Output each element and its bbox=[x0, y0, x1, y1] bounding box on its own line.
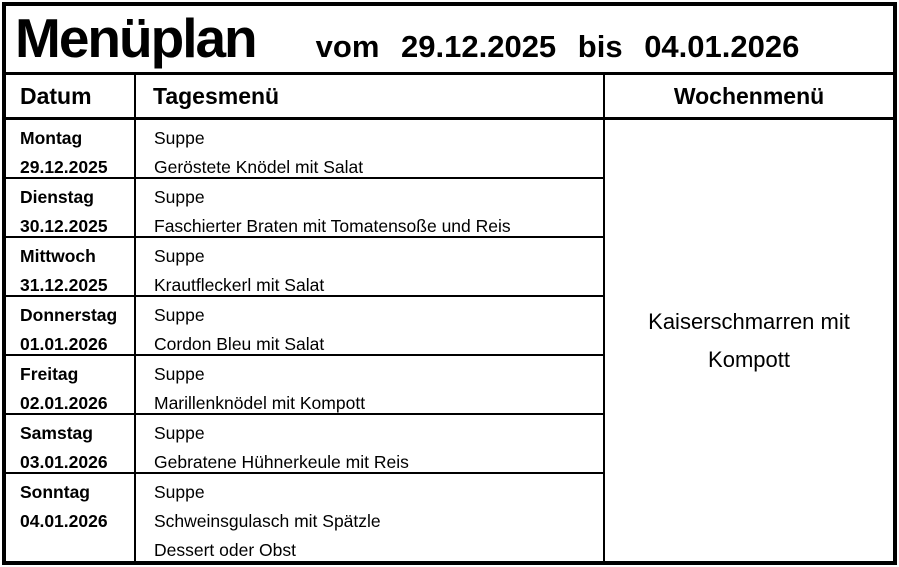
day-date: 02.01.2026 bbox=[20, 393, 108, 413]
menu-line: Schweinsgulasch mit Spätzle bbox=[154, 511, 381, 531]
day-name: Montag bbox=[20, 128, 83, 148]
menu-line: Cordon Bleu mit Salat bbox=[154, 334, 325, 354]
day-date: 04.01.2026 bbox=[20, 511, 108, 531]
day-name: Freitag bbox=[20, 364, 79, 384]
day-name: Sonntag bbox=[20, 482, 90, 502]
day-cell-donnerstag bbox=[6, 297, 136, 356]
menu-cell-sonntag bbox=[136, 474, 605, 561]
day-date: 30.12.2025 bbox=[20, 216, 108, 236]
menu-cell-donnerstag bbox=[136, 297, 605, 356]
menu-line: Marillenknödel mit Kompott bbox=[154, 393, 366, 413]
menu-line: Suppe bbox=[154, 364, 205, 384]
day-name: Samstag bbox=[20, 423, 93, 443]
menu-line: Geröstete Knödel mit Salat bbox=[154, 157, 364, 177]
menu-line: Suppe bbox=[154, 482, 205, 502]
day-date: 29.12.2025 bbox=[20, 157, 108, 177]
title-row bbox=[6, 6, 893, 75]
menu-cell-dienstag bbox=[136, 179, 605, 238]
menu-cell-freitag bbox=[136, 356, 605, 415]
menu-line: Gebratene Hühnerkeule mit Reis bbox=[154, 452, 409, 472]
menu-line: Suppe bbox=[154, 128, 205, 148]
menu-line: Dessert oder Obst bbox=[154, 540, 296, 560]
column-header-tagesmenu: Tagesmenü bbox=[136, 75, 605, 120]
menu-line: Faschierter Braten mit Tomatensoße und Reis bbox=[154, 216, 511, 236]
day-name: Mittwoch bbox=[20, 246, 96, 266]
day-cell-freitag bbox=[6, 356, 136, 415]
menu-line: Suppe bbox=[154, 187, 205, 207]
menu-line: Suppe bbox=[154, 423, 205, 443]
menu-cell-samstag bbox=[136, 415, 605, 474]
column-header-wochenmenu: Wochenmenü bbox=[605, 75, 893, 120]
day-cell-sonntag bbox=[6, 474, 136, 561]
weekly-menu-text: Kaiserschmarren mit Kompott bbox=[648, 308, 850, 372]
day-date: 01.01.2026 bbox=[20, 334, 108, 354]
menu-cell-mittwoch bbox=[136, 238, 605, 297]
menu-plan-table bbox=[2, 2, 897, 565]
menu-line: Suppe bbox=[154, 305, 205, 325]
menu-cell-montag bbox=[136, 120, 605, 179]
day-cell-montag bbox=[6, 120, 136, 179]
page-title: Menüplan bbox=[15, 7, 256, 69]
day-date: 03.01.2026 bbox=[20, 452, 108, 472]
day-cell-mittwoch bbox=[6, 238, 136, 297]
day-name: Donnerstag bbox=[20, 305, 118, 325]
day-date: 31.12.2025 bbox=[20, 275, 108, 295]
date-range: vom 29.12.2025 bis 04.01.2026 bbox=[315, 29, 800, 64]
weekly-menu-cell bbox=[605, 120, 893, 561]
menu-line: Suppe bbox=[154, 246, 205, 266]
day-cell-samstag bbox=[6, 415, 136, 474]
day-cell-dienstag bbox=[6, 179, 136, 238]
column-header-datum: Datum bbox=[6, 75, 136, 120]
menu-line: Krautfleckerl mit Salat bbox=[154, 275, 325, 295]
day-name: Dienstag bbox=[20, 187, 94, 207]
